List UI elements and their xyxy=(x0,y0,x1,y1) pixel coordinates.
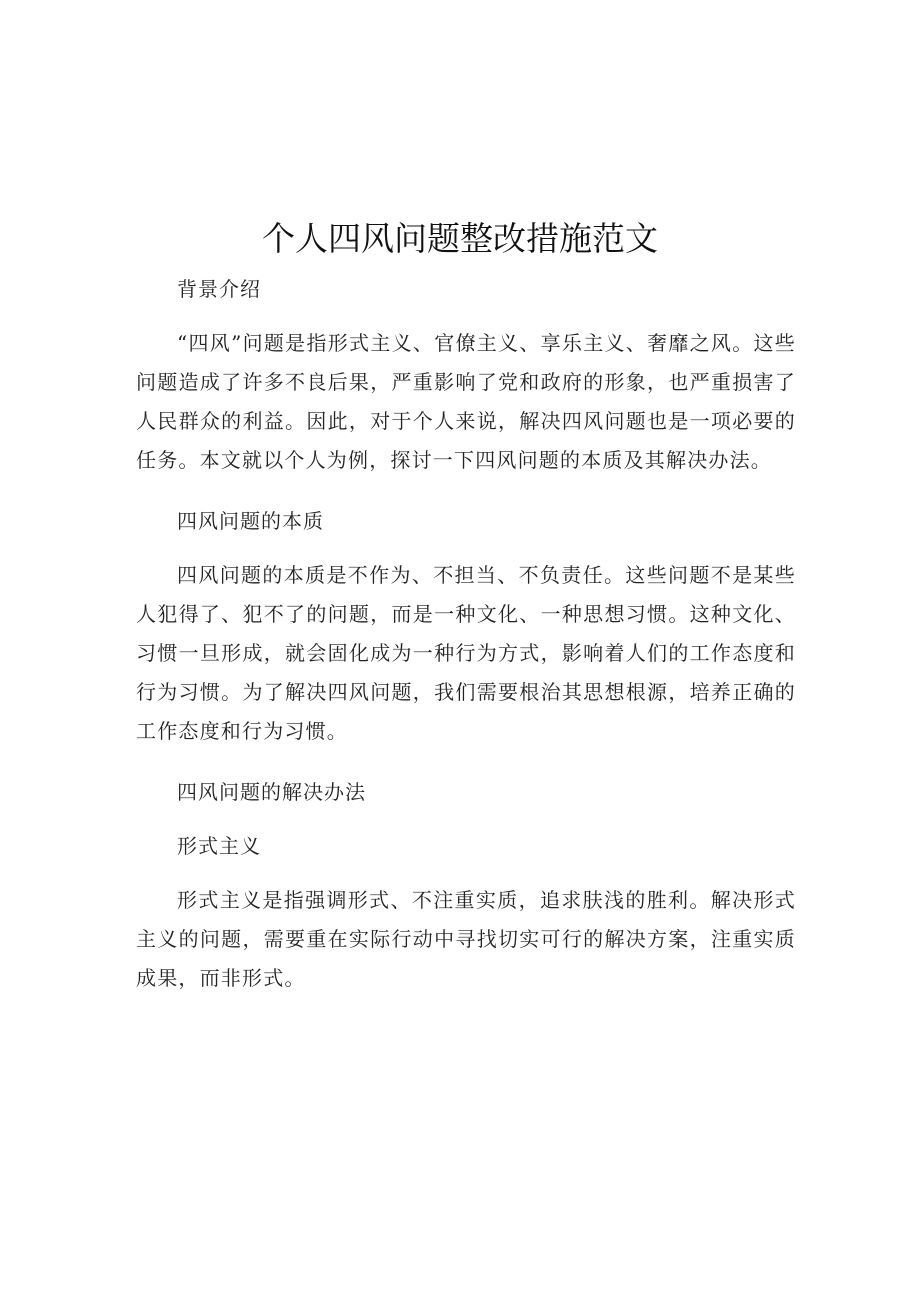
section-heading-background: 背景介绍 xyxy=(177,277,261,301)
section-heading-essence: 四风问题的本质 xyxy=(177,509,324,533)
document-title: 个人四风问题整改措施范文 xyxy=(262,219,658,258)
section-heading-formalism: 形式主义 xyxy=(177,834,261,858)
section-body-background: “四风”问题是指形式主义、官僚主义、享乐主义、奢靡之风。这些问题造成了许多不良后果，严重影响了党和政府的形象，也严重损害了人民群众的利益。因此，对于个人来说，解决四风问题也是一项必要的任务。本文就以个人为例，探讨一下四风问题的本质及其解决办法。 xyxy=(136,331,796,472)
section-body-essence: 四风问题的本质是不作为、不担当、不负责任。这些问题不是某些人犯得了、犯不了的问题，而是一种文化、一种思想习惯。这种文化、习惯一旦形成，就会固化成为一种行为方式，影响着人们的工作态度和行为习惯。为了解决四风问题，我们需要根治其思想根源，培养正确的工作态度和行为习惯。 xyxy=(136,563,796,743)
section-body-formalism: 形式主义是指强调形式、不注重实质，追求肤浅的胜利。解决形式主义的问题，需要重在实际行动中寻找切实可行的解决方案，注重实质成果，而非形式。 xyxy=(136,888,796,990)
section-heading-solutions: 四风问题的解决办法 xyxy=(177,780,366,804)
